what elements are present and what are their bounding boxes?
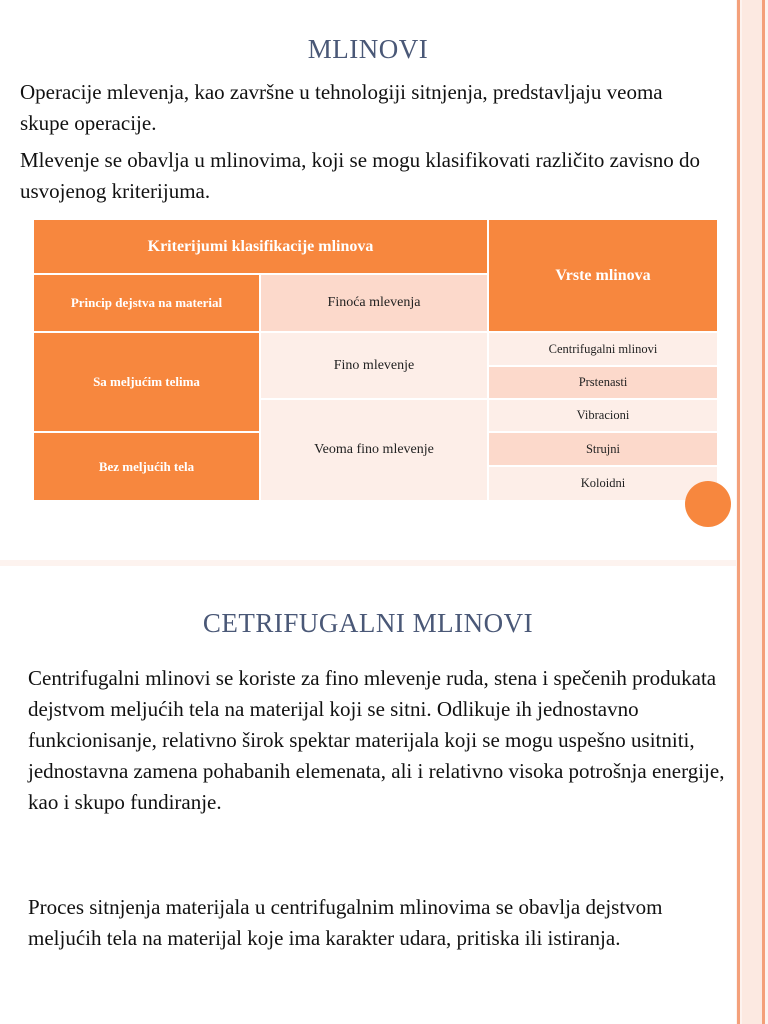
type-centrifugal: Centrifugalni mlinovi xyxy=(488,332,718,366)
subheader-principle: Princip dejstva na material xyxy=(33,274,260,332)
side-stripe-left xyxy=(737,0,740,1024)
description-paragraph: Centrifugalni mlinovi se koriste za fino mlevenje ruda, stena i spečenih produkata dejstvom meljućih tela na materijal koji se sitni. Odlikuje ih jednostavno funkcionisanje, relativno širok spektar materijala koji se mogu uspešno usitniti, jednostavna zamena pohabanih elemenata, ali i relativno visoka potrošnja energije, kao i skupo fundiranje. xyxy=(28,666,725,814)
classification-paragraph: Mlevenje se obavlja u mlinovima, koji se mogu klasifikovati različito zavisno do usvojenog kriterijuma. xyxy=(20,148,701,203)
classification-table xyxy=(32,218,719,502)
process-paragraph: Proces sitnjenja materijala u centrifugalnim mlinovima se obavlja dejstvom meljućih tela na materijal koje ima karakter udara, pritiska ili istiranja. xyxy=(28,895,663,950)
type-ring: Prstenasti xyxy=(488,366,718,399)
type-colloid: Koloidni xyxy=(488,466,718,501)
decorative-circle xyxy=(685,481,731,527)
cell-fine-grinding: Fino mlevenje xyxy=(260,332,488,399)
slide-title: CETRIFUGALNI MLINOVI xyxy=(202,608,534,638)
slide-centrifugal-mills xyxy=(0,566,736,1024)
intro-paragraph: Operacije mlevenja, kao završne u tehnologiji sitnjenja, predstavljaju veoma skupe operacije. xyxy=(20,80,663,135)
type-vibration: Vibracioni xyxy=(488,399,718,432)
row-with-grinding-bodies: Sa meljućim telima xyxy=(33,332,260,432)
slide-title: MLINOVI xyxy=(307,34,429,64)
row-without-grinding-bodies: Bez meljućih tela xyxy=(33,432,260,501)
cell-very-fine-grinding: Veoma fino mlevenje xyxy=(260,399,488,501)
side-panel xyxy=(742,0,762,1024)
header-types: Vrste mlinova xyxy=(488,219,718,332)
subheader-fineness: Finoća mlevenja xyxy=(260,274,488,332)
header-criteria: Kriterijumi klasifikacije mlinova xyxy=(33,219,488,274)
type-jet: Strujni xyxy=(488,432,718,466)
side-stripe-right xyxy=(762,0,765,1024)
